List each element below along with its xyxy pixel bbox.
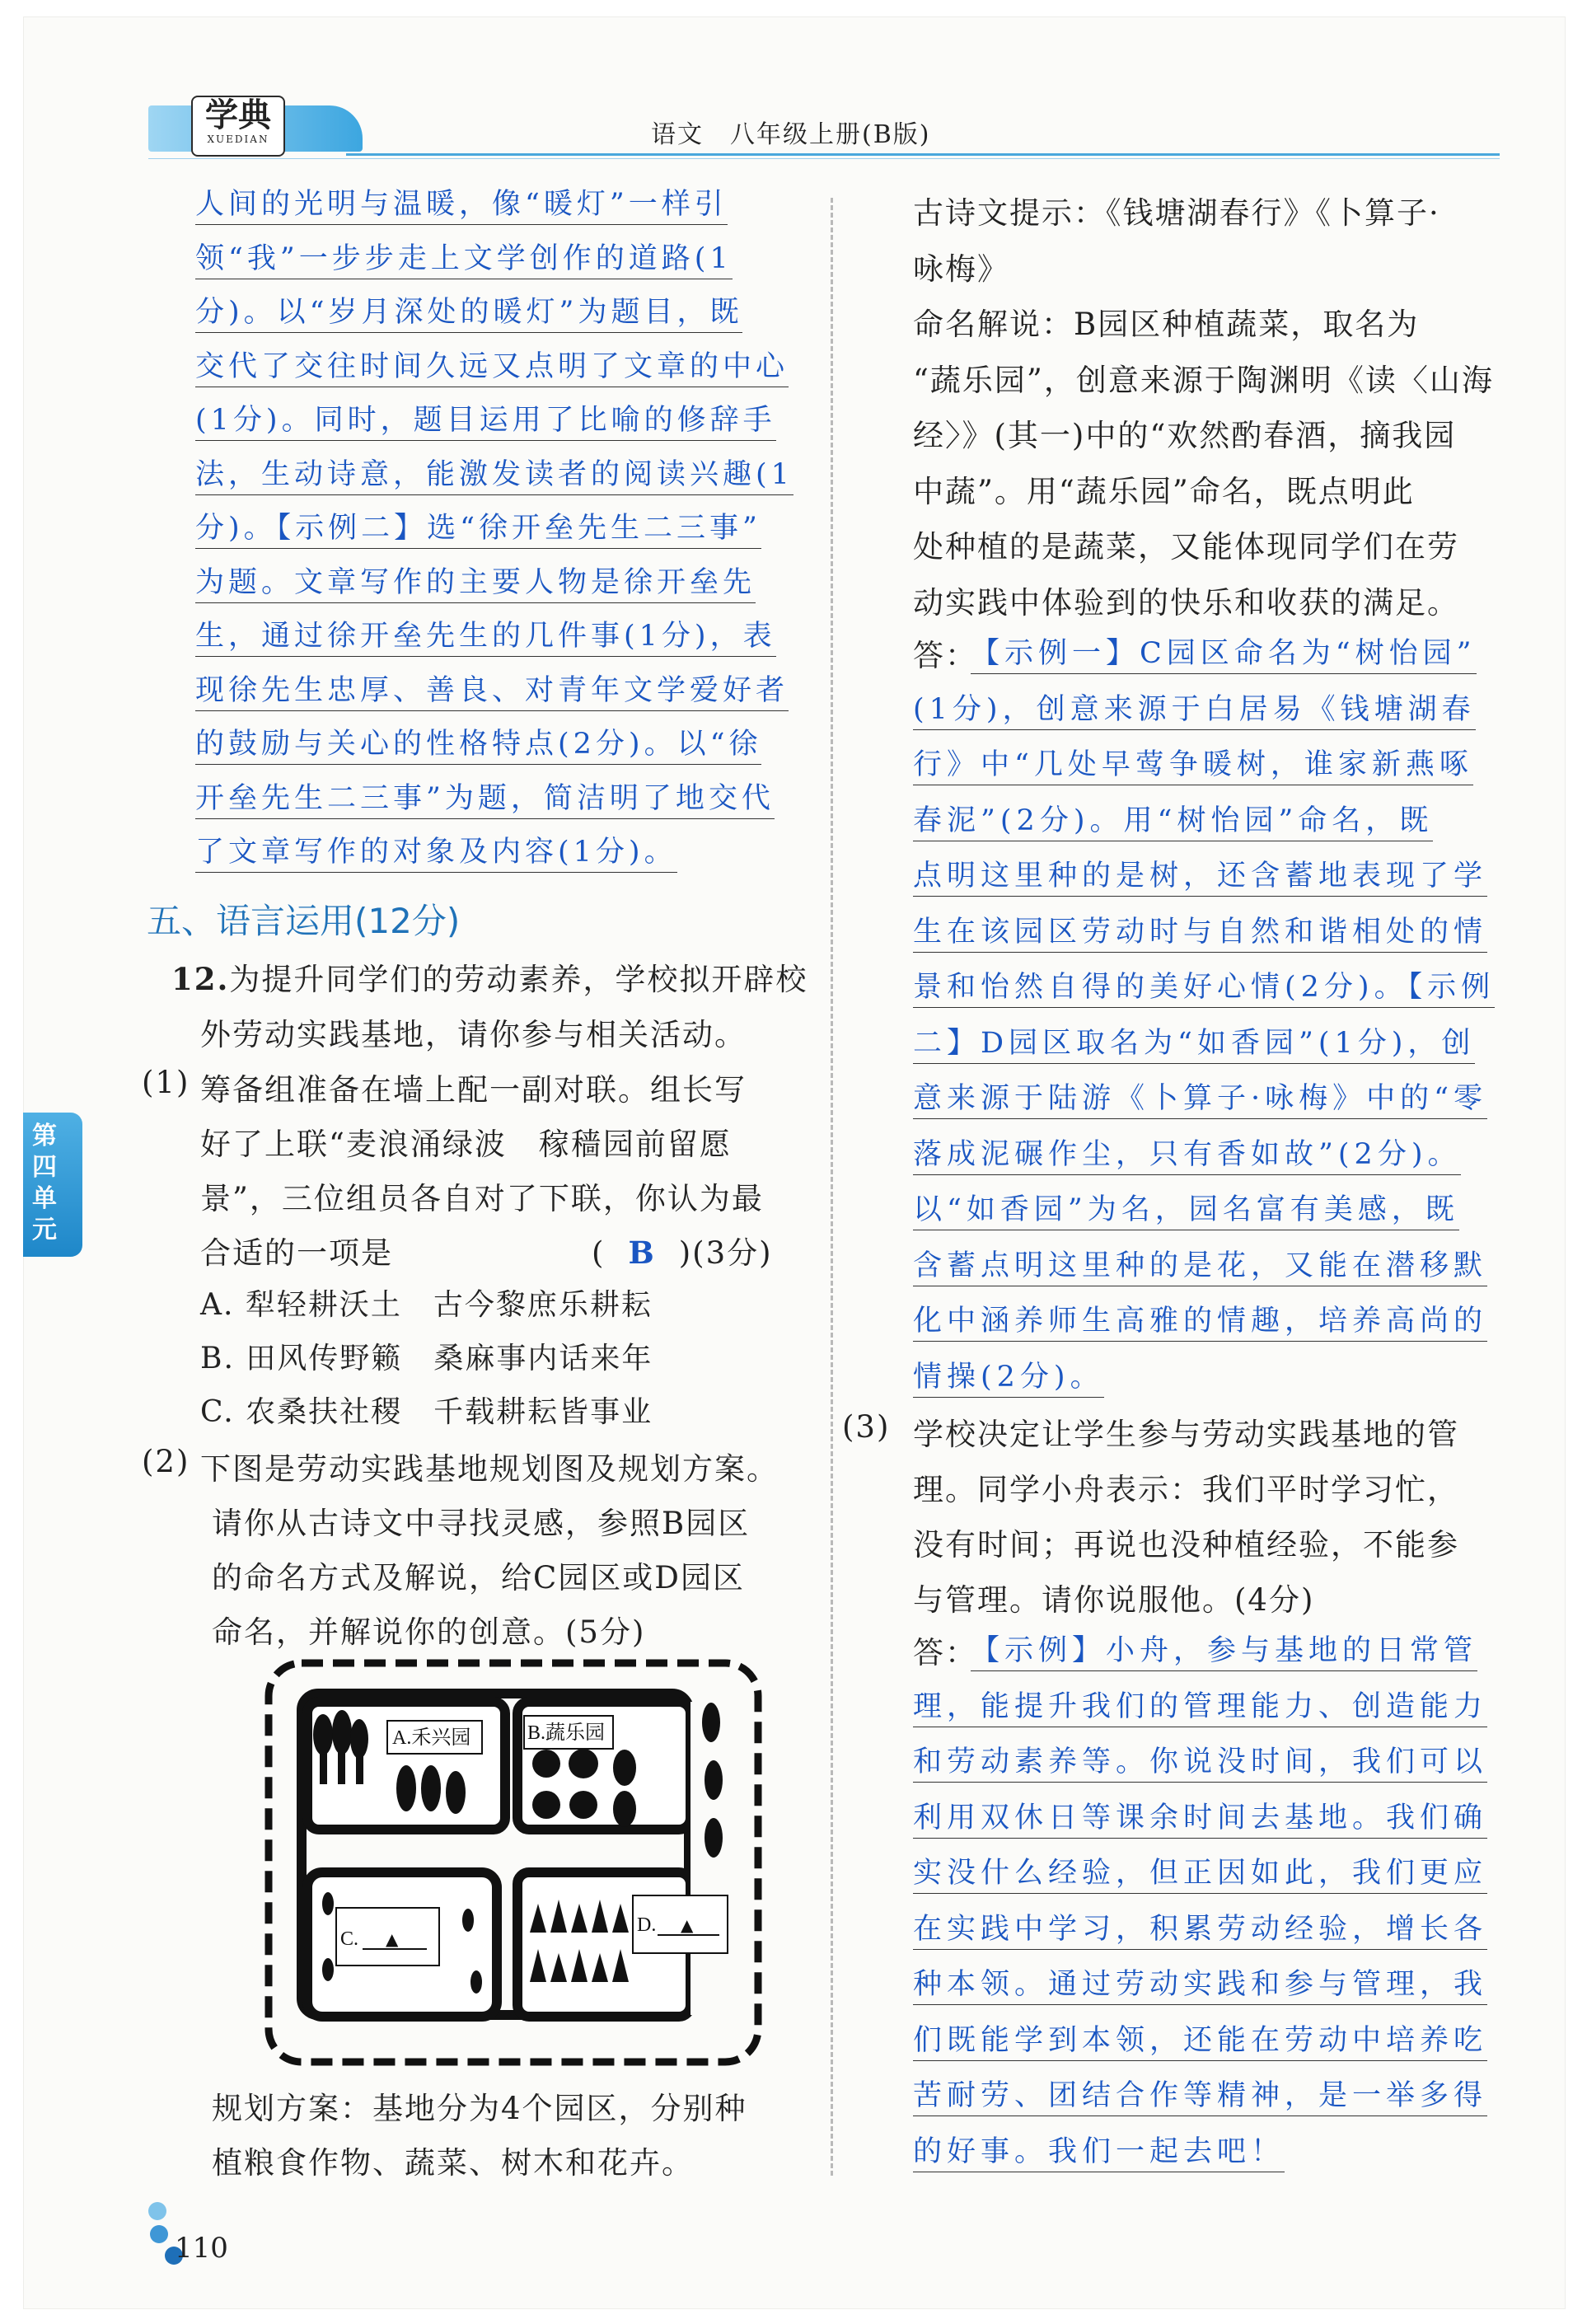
prompt-line: 古诗文提示：《钱塘湖春行》《卜算子· — [913, 195, 1440, 231]
part2-line: 下图是劳动实践基地规划图及规划方案。 — [200, 1451, 779, 1487]
prompt-line: “蔬乐园”，创意来源于陶渊明《读〈山海 — [913, 362, 1494, 398]
garden-d-label: D. — [637, 1914, 657, 1936]
answer-line: 领“我”一步步走上文学创作的道路(1 — [195, 236, 733, 279]
answer-line: 和劳动素养等。你说没时间，我们可以 — [913, 1739, 1487, 1783]
answer-line: 分)。以“岁月深处的暖灯”为题目，既 — [195, 289, 742, 333]
answer-line: 苦耐劳、团结合作等精神，是一举多得 — [913, 2073, 1487, 2116]
answer-line: 情操(2分)。 — [913, 1354, 1104, 1398]
bracket-close-score: )(3分) — [678, 1235, 773, 1271]
part2-line: 命名，并解说你的创意。(5分) — [212, 1614, 646, 1650]
answer-line: 实没什么经验，但正因如此，我们更应 — [913, 1850, 1487, 1894]
unit-side-tab-label: 第四单元 — [32, 1122, 57, 1244]
bracket-open: ( — [592, 1235, 606, 1271]
logo-text: 学典 — [205, 96, 271, 134]
plan-line: 规划方案：基地分为4个园区，分别种 — [212, 2091, 747, 2126]
answer-line: 点明这里种的是树，还含蓄地表现了学 — [913, 853, 1487, 897]
answer-line: 在实践中学习，积累劳动经验，增长各 — [913, 1906, 1487, 1950]
part-label-1: (1) — [142, 1065, 190, 1100]
option-a: A. 犁轻耕沃土 古今黎庶乐耕耘 — [200, 1288, 653, 1322]
publisher-logo — [191, 96, 285, 157]
answer-line: 化中涵养师生高雅的情趣，培养高尚的 — [913, 1298, 1487, 1342]
answer3-prefix: 答： — [913, 1635, 977, 1670]
answer-line: 为题。文章写作的主要人物是徐开垒先 — [195, 560, 756, 603]
answer-line: 景和怡然自得的美好心情(2分)。【示例 — [913, 964, 1495, 1008]
answer-line: 现徐先生忠厚、善良、对青年文学爱好者 — [195, 668, 789, 711]
part3-line: 与管理。请你说服他。(4分) — [913, 1582, 1315, 1618]
option-c: C. 农桑扶社稷 千载耕耘皆事业 — [200, 1395, 653, 1429]
answer-line: 含蓄点明这里种的是花，又能在潜移默 — [913, 1243, 1487, 1286]
column-divider — [831, 198, 833, 2176]
answer-line: (1分)。同时，题目运用了比喻的修辞手 — [195, 397, 776, 441]
prompt-line: 咏梅》 — [913, 251, 1009, 287]
part2-line: 的命名方式及解说，给C园区或D园区 — [212, 1560, 745, 1595]
answer-line: 法，生动诗意，能激发读者的阅读兴趣(1 — [195, 452, 794, 495]
part3-line: 理。同学小舟表示：我们平时学习忙， — [913, 1472, 1459, 1507]
answer-line: 【示例】小舟，参与基地的日常管 — [971, 1628, 1477, 1671]
answer-line: 意来源于陆游《卜算子·咏梅》中的“零 — [913, 1075, 1487, 1119]
garden-d-blank-marker: ▲ — [681, 1915, 694, 1935]
garden-a-label: A.禾兴园 — [392, 1727, 471, 1749]
answer-line: 了文章写作的对象及内容(1分)。 — [195, 829, 677, 873]
part1-line: 筹备组准备在墙上配一副对联。组长写 — [200, 1072, 747, 1108]
prompt-line: 处种植的是蔬菜，又能体现同学们在劳 — [913, 529, 1459, 565]
answer-line: 的好事。我们一起去吧！ — [913, 2129, 1285, 2172]
decor-dot — [148, 2202, 166, 2220]
base-planning-map — [262, 1656, 765, 2069]
answer-line: 种本领。通过劳动实践和参与管理，我 — [913, 1961, 1487, 2005]
answer2-prefix: 答： — [913, 638, 977, 673]
answer-line: (1分)，创意来源于白居易《钱塘湖春 — [913, 686, 1476, 730]
answer-bracket — [592, 1228, 773, 1272]
answer-line: 以“如香园”为名，园名富有美感，既 — [913, 1187, 1459, 1230]
answer-line: 生在该园区劳动时与自然和谐相处的情 — [913, 909, 1487, 953]
answer-line: 分)。【示例二】选“徐开垒先生二三事” — [195, 505, 761, 549]
question-stem-line: 为提升同学们的劳动素养，学校拟开辟校 — [229, 962, 808, 997]
question-number: 12. — [171, 961, 230, 997]
answer-line: 的鼓励与关心的性格特点(2分)。以“徐 — [195, 721, 761, 765]
part1-line: 景”，三位组员各自对了下联，你认为最 — [200, 1181, 764, 1216]
garden-c-blank-marker: ▲ — [386, 1929, 399, 1949]
part3-line: 学校决定让学生参与劳动实践基地的管 — [913, 1417, 1459, 1452]
part3-line: 没有时间；再说也没种植经验，不能参 — [913, 1527, 1459, 1563]
answer-line: 行》中“几处早莺争暖树，谁家新燕啄 — [913, 742, 1473, 785]
part2-line: 请你从古诗文中寻找灵感，参照B园区 — [212, 1506, 751, 1541]
prompt-line: 动实践中体验到的快乐和收获的满足。 — [913, 584, 1459, 621]
garden-b-label: B.蔬乐园 — [527, 1722, 606, 1744]
decor-dot — [150, 2225, 168, 2243]
answer-line: 春泥”(2分)。用“树怡园”命名，既 — [913, 798, 1433, 841]
answer-line: 理，能提升我们的管理能力、创造能力 — [913, 1684, 1487, 1727]
question-12-number — [171, 954, 808, 999]
page-number: 110 — [175, 2232, 228, 2265]
option-b: B. 田风传野籁 桑麻事内话来年 — [200, 1342, 653, 1375]
answer-line: 开垒先生二三事”为题，简洁明了地交代 — [195, 775, 775, 819]
prompt-line: 命名解说：B园区种植蔬菜，取名为 — [913, 307, 1420, 342]
prompt-line: 经〉》(其一)中的“欢然酌春酒，摘我园 — [913, 418, 1457, 453]
answer-line: 交代了交往时间久远又点明了文章的中心 — [195, 344, 789, 387]
garden-c-label: C. — [340, 1928, 359, 1950]
choice-answer: B — [628, 1235, 656, 1271]
answer-line: 们既能学到本领，还能在劳动中培养吃 — [913, 2017, 1487, 2061]
plan-line: 植粮食作物、蔬菜、树木和花卉。 — [212, 2145, 694, 2181]
part-label-3: (3) — [842, 1409, 891, 1445]
part1-last-line: 合适的一项是 — [200, 1235, 393, 1271]
book-title: 语文 八年级上册(B版) — [651, 120, 931, 149]
answer-line: 二】D园区取名为“如香园”(1分)，创 — [913, 1020, 1475, 1064]
part-label-2: (2) — [142, 1444, 190, 1479]
answer-line: 【示例一】C园区命名为“树怡园” — [971, 630, 1477, 674]
answer-line: 利用双休日等课余时间去基地。我们确 — [913, 1795, 1487, 1839]
logo-subtext: XUEDIAN — [207, 134, 269, 145]
header-divider — [346, 153, 1500, 156]
right-strip — [691, 1702, 740, 2015]
prompt-line: 中蔬”。用“蔬乐园”命名，既点明此 — [913, 473, 1415, 509]
question-stem-line: 外劳动实践基地，请你参与相关活动。 — [200, 1017, 747, 1052]
answer-line: 落成泥碾作尘，只有香如故”(2分)。 — [913, 1132, 1461, 1175]
header-divider-thin — [148, 158, 1500, 159]
part1-line: 好了上联“麦浪涌绿波 稼穑园前留愿 — [200, 1127, 732, 1162]
answer-line: 生，通过徐开垒先生的几件事(1分)，表 — [195, 613, 776, 657]
answer-line: 人间的光明与温暖，像“暖灯”一样引 — [195, 181, 728, 225]
section-title: 五、语言运用(12分) — [147, 901, 461, 941]
